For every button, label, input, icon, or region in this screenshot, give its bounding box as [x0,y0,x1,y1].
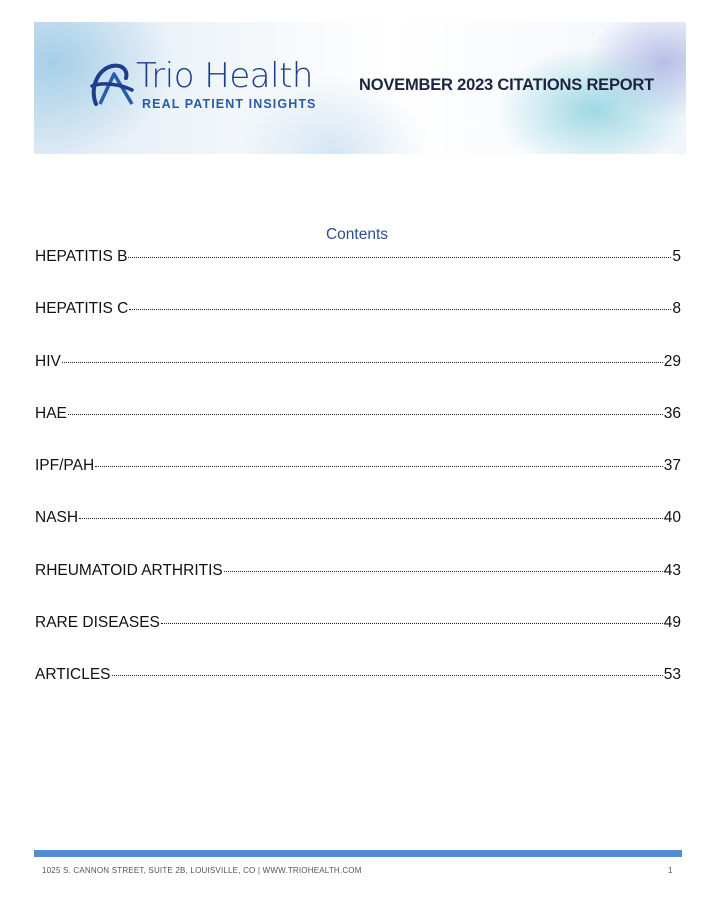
trio-health-logo [86,56,336,116]
toc-entry-label: HAE [35,404,67,422]
toc-leader-dots [68,414,663,415]
toc-entry-articles[interactable] [35,666,681,718]
toc-entry-page: 8 [672,300,681,318]
toc-leader-dots [95,466,663,467]
toc-entry-rheumatoid-arthritis[interactable] [35,562,681,614]
toc-leader-dots [79,518,663,519]
toc-entry-page: 5 [672,248,681,265]
toc-entry-ipf-pah[interactable] [35,457,681,509]
toc-leader-dots [224,571,663,572]
toc-entry-page: 37 [663,457,681,475]
header-banner [34,22,686,154]
toc-entry-label: ARTICLES [35,666,111,684]
toc-leader-dots [129,309,671,310]
toc-entry-page: 36 [663,404,681,422]
toc-entry-nash[interactable] [35,509,681,561]
report-title: NOVEMBER 2023 CITATIONS REPORT [359,76,655,94]
toc-entry-label: RHEUMATOID ARTHRITIS [35,561,223,579]
toc-entry-page: 53 [663,666,681,684]
toc-entry-rare-diseases[interactable] [35,614,681,666]
toc-leader-dots [62,362,663,363]
toc-leader-dots [128,257,671,258]
toc-entry-label: HEPATITIS C [35,300,129,318]
toc-entry-label: HEPATITIS B [35,248,128,265]
contents-heading: Contents [325,226,389,243]
toc-entry-label: NASH [35,509,79,527]
toc-entry-page: 43 [663,561,681,579]
page-number: 1 [668,866,673,875]
toc-entry-label: IPF/PAH [35,457,95,475]
footer-address: 1025 S. CANNON STREET, SUITE 2B, LOUISVILLE, CO | WWW.TRIOHEALTH.COM [42,866,362,875]
toc-entry-page: 40 [663,509,681,527]
toc-leader-dots [161,623,663,624]
toc-entry-hepatitis-c[interactable] [35,300,681,352]
toc-leader-dots [112,675,663,676]
toc-entry-hiv[interactable] [35,353,681,405]
toc-entry-label: RARE DISEASES [35,614,160,632]
footer-divider [34,850,682,857]
logo-name: Trio Health [136,56,313,96]
trio-health-logo-icon [86,60,136,108]
toc-entry-hepatitis-b[interactable] [35,248,681,300]
toc-entry-hae[interactable] [35,405,681,457]
toc-entry-label: HIV [35,352,61,370]
logo-tagline: REAL PATIENT INSIGHTS [142,97,317,111]
table-of-contents [35,248,681,719]
toc-entry-page: 49 [663,614,681,632]
toc-entry-page: 29 [663,352,681,370]
